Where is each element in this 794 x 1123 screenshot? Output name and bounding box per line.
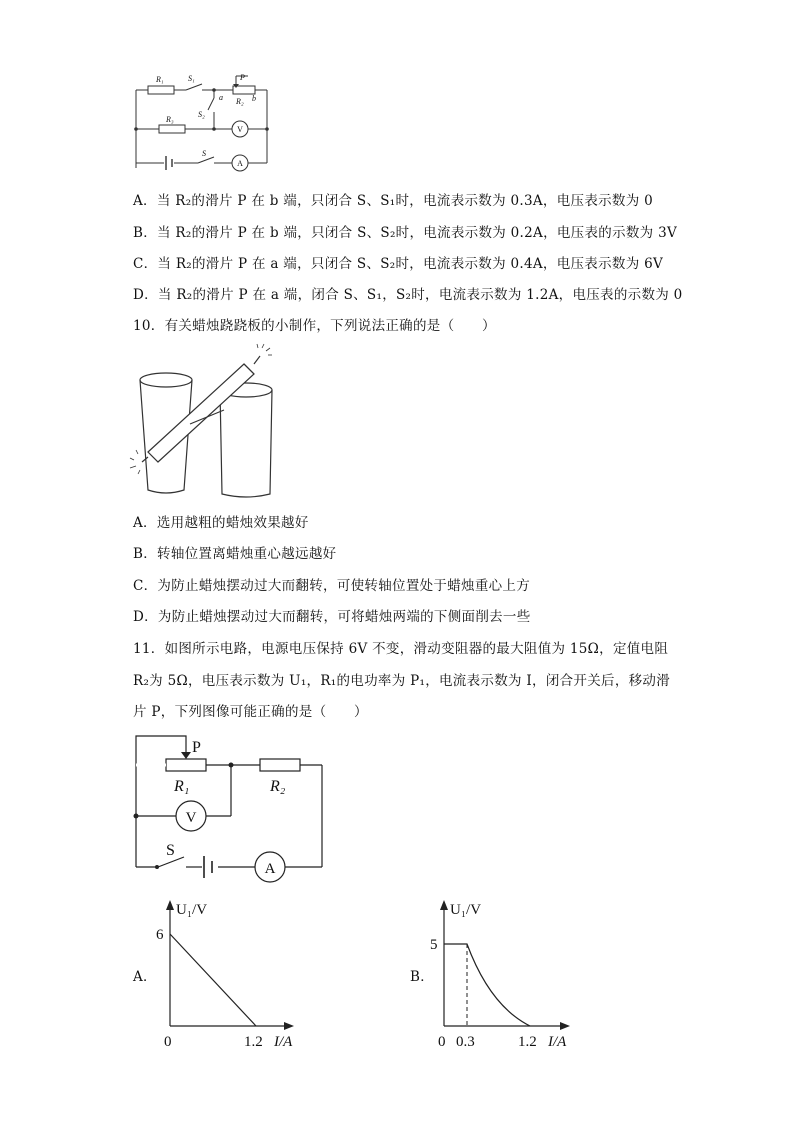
voltmeter-symbol: V <box>237 125 243 134</box>
graph-b-origin: 0 <box>438 1034 446 1050</box>
candle-seesaw-illustration <box>118 342 298 502</box>
label-a: a <box>219 93 223 102</box>
graph-b-x-tick-2: 1.2 <box>518 1034 537 1050</box>
q9-option-d: D．当 R₂的滑片 P 在 a 端，闭合 S、S₁，S₂时，电流表示数为 1.2A，电压表的示数为 0 <box>133 287 683 303</box>
graph-a <box>150 896 310 1054</box>
graph-a-y-tick: 6 <box>156 927 164 943</box>
label-s: S <box>202 149 206 158</box>
graph-b-x-tick-1: 0.3 <box>456 1034 475 1050</box>
graph-a-x-tick: 1.2 <box>244 1034 263 1050</box>
label-p: P <box>240 73 245 82</box>
q10-stem: 10．有关蜡烛跷跷板的小制作，下列说法正确的是（ ） <box>133 318 496 334</box>
q11-stem-line-2: R₂为 5Ω，电压表示数为 U₁，R₁的电功率为 P₁，电流表示数为 I，闭合开关后，移动滑 <box>133 673 671 689</box>
q10-option-a: A．选用越粗的蜡烛效果越好 <box>133 515 309 531</box>
label-r3: R₃ <box>166 115 174 124</box>
label-slider-p: P <box>192 739 201 756</box>
q9-option-a: A．当 R₂的滑片 P 在 b 端，只闭合 S、S₁时，电流表示数为 0.3A，电压表示数为 0 <box>133 193 653 209</box>
graph-a-series-line <box>170 934 256 1026</box>
label-switch-s: S <box>166 842 175 859</box>
label-r1: R₁ <box>174 778 190 795</box>
graph-a-xlabel: I/A <box>274 1034 293 1050</box>
graph-b-series-curve <box>444 944 530 1026</box>
graph-b <box>426 896 586 1054</box>
label-r2: R₂ <box>270 778 286 795</box>
q11-stem-line-1: 11．如图所示电路，电源电压保持 6V 不变，滑动变阻器的最大阻值为 15Ω，定值电阻 <box>133 641 669 657</box>
graph-b-option-label: B． <box>410 969 435 985</box>
ammeter-symbol: A <box>264 861 276 877</box>
ammeter-symbol: A <box>237 159 243 168</box>
circuit-diagram-q9 <box>128 68 278 172</box>
label-r2: R₂ <box>236 97 244 106</box>
graph-b-y-tick: 5 <box>430 937 438 953</box>
graph-a-option-label: A． <box>133 969 157 985</box>
label-s2: S₂ <box>198 110 205 119</box>
q9-option-b: B．当 R₂的滑片 P 在 b 端，只闭合 S、S₂时，电流表示数为 0.2A，电压表的示数为 3V <box>133 225 678 241</box>
circuit-diagram-q11 <box>128 728 328 888</box>
graph-b-xlabel: I/A <box>548 1034 567 1050</box>
q10-option-d: D．为防止蜡烛摆动过大而翻转，可将蜡烛两端的下侧面削去一些 <box>133 609 531 625</box>
q9-option-c: C．当 R₂的滑片 P 在 a 端，只闭合 S、S₂时，电流表示数为 0.4A，电压表示数为 6V <box>133 256 664 272</box>
label-b: b <box>252 94 256 103</box>
q10-option-c: C．为防止蜡烛摆动过大而翻转，可使转轴位置处于蜡烛重心上方 <box>133 578 531 594</box>
q10-option-b: B．转轴位置离蜡烛重心越远越好 <box>133 546 337 562</box>
q11-stem-line-3: 片 P，下列图像可能正确的是（ ） <box>133 704 368 720</box>
voltmeter-symbol: V <box>185 810 197 826</box>
graph-b-ylabel: U₁/V <box>450 902 482 918</box>
graph-a-ylabel: U₁/V <box>176 902 208 918</box>
label-r1: R₁ <box>156 75 164 84</box>
graph-a-origin: 0 <box>164 1034 172 1050</box>
label-s1: S₁ <box>188 74 195 83</box>
